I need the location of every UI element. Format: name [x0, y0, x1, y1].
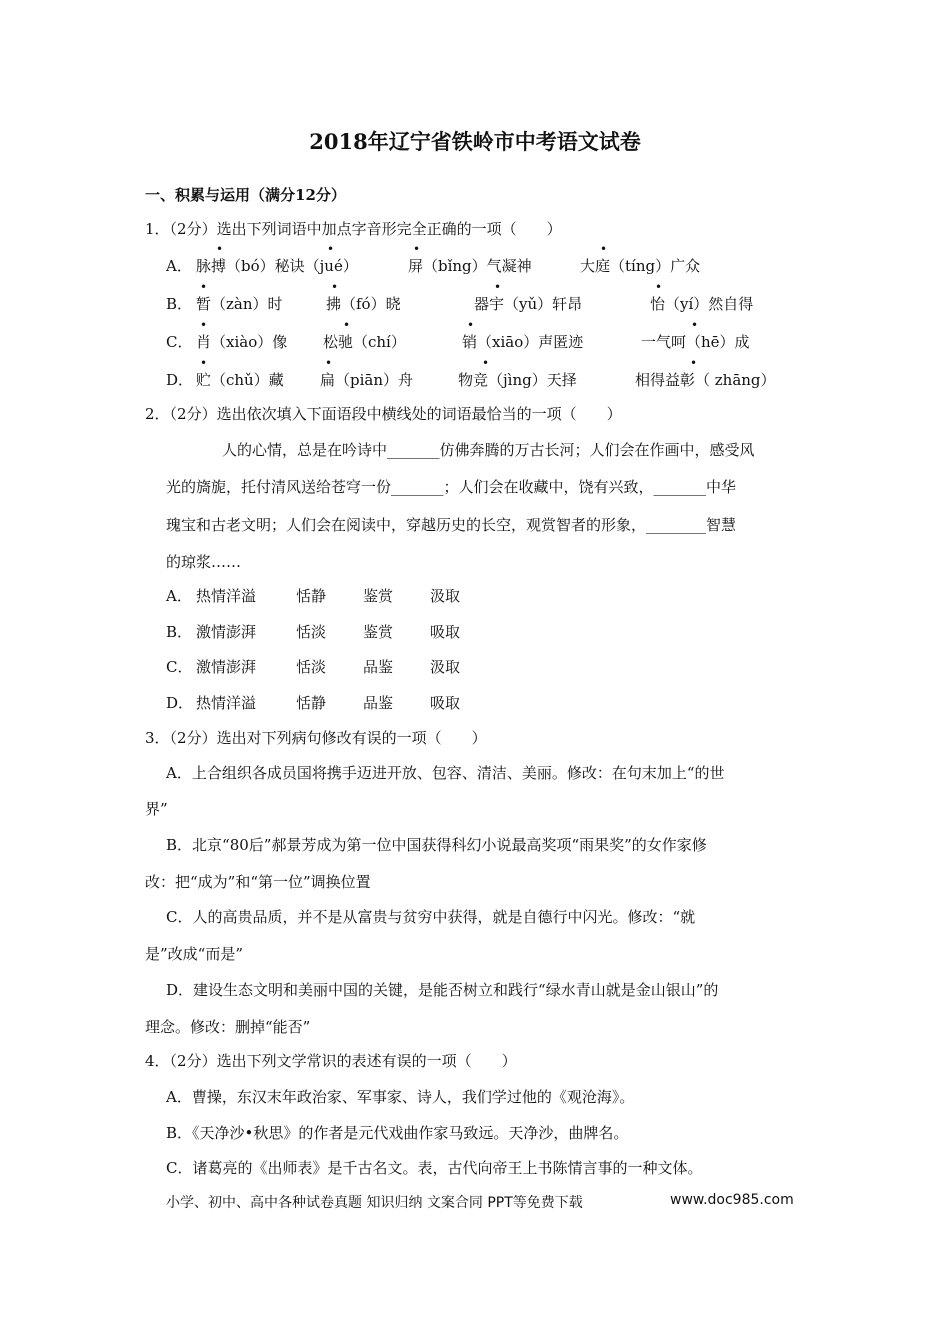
- emphasis-dot: •: [655, 280, 663, 294]
- option-label: A．: [166, 587, 192, 605]
- option-word: 恬静: [296, 694, 327, 712]
- option-item: 怡（yí）然自得: [650, 295, 754, 313]
- emphasis-dot: •: [494, 280, 502, 294]
- option-item: 贮（chǔ）藏: [196, 371, 284, 389]
- question-3-line: 界”: [145, 800, 168, 818]
- option-item: 拂（fó）晓: [326, 295, 401, 313]
- passage-line: 瑰宝和古老文明；人们会在阅读中，穿越历史的长空，观赏智者的形象，________智慧: [166, 516, 737, 534]
- question-3-line: A．上合组织各成员国将携手迈进开放、包容、清洁、美丽。修改：在句末加上“的世: [166, 764, 725, 782]
- option-word: 吸取: [430, 694, 461, 712]
- question-4-stem: 4．（2分）选出下列文学常识的表述有误的一项（ ）: [145, 1052, 517, 1070]
- emphasis-dot: •: [600, 242, 608, 256]
- footer-link[interactable]: www.doc985.com: [670, 1192, 794, 1208]
- passage-line: 人的心情，总是在吟诗中_______仿佛奔腾的万古长河；人们会在作画中，感受风: [222, 441, 755, 459]
- emphasis-dot: •: [482, 356, 490, 370]
- option-word: 汲取: [430, 587, 461, 605]
- option-label: C．: [166, 333, 193, 351]
- option-item: 相得益彰（ zhāng）: [635, 371, 776, 389]
- question-3-line: 是”改成“而是”: [145, 945, 244, 963]
- option-word: 激情澎湃: [196, 623, 257, 641]
- option-item: 屏（bǐng）气凝神: [408, 257, 532, 275]
- question-1-stem: 1．（2分）选出下列词语中加点字音形完全正确的一项（ ）: [145, 220, 562, 238]
- option-word: 恬淡: [296, 623, 327, 641]
- emphasis-dot: •: [413, 242, 421, 256]
- passage-line: 的琼浆……: [166, 553, 242, 571]
- option-item: 脉搏（bó）秘诀（jué）: [196, 257, 358, 275]
- question-4-line: B．《天净沙•秋思》的作者是元代戏曲作家马致远。天净沙，曲牌名。: [166, 1124, 629, 1142]
- emphasis-dot: •: [331, 280, 339, 294]
- option-item: 器宇（yǔ）轩昂: [474, 295, 583, 313]
- option-word: 恬静: [296, 587, 327, 605]
- emphasis-dot: •: [325, 356, 333, 370]
- option-label: C．: [166, 658, 193, 676]
- option-item: 销（xiāo）声匿迹: [462, 333, 584, 351]
- option-word: 激情澎湃: [196, 658, 257, 676]
- emphasis-dot: •: [327, 242, 335, 256]
- option-word: 热情洋溢: [196, 587, 257, 605]
- question-3-line: 改：把“成为”和“第一位”调换位置: [145, 873, 371, 891]
- option-item: 大庭（tíng）广众: [580, 257, 701, 275]
- emphasis-dot: •: [216, 242, 224, 256]
- question-3-line: C．人的高贵品质，并不是从富贵与贫穷中获得，就是自德行中闪光。修改：“就: [166, 908, 696, 926]
- option-item: 一气呵（hē）成: [641, 333, 750, 351]
- question-4-line: C．诸葛亮的《出师表》是千古名文。表，古代向帝王上书陈情言事的一种文体。: [166, 1159, 703, 1177]
- question-3-line: 理念。修改：删掉“能否”: [145, 1018, 311, 1036]
- emphasis-dot: •: [200, 356, 208, 370]
- emphasis-dot: •: [200, 318, 208, 332]
- option-label: D．: [166, 694, 194, 712]
- section-heading: 一、积累与运用（满分12分）: [145, 186, 346, 204]
- emphasis-dot: •: [343, 318, 351, 332]
- option-item: 暂（zàn）时: [196, 295, 283, 313]
- option-word: 品鉴: [363, 694, 394, 712]
- emphasis-dot: •: [691, 318, 699, 332]
- option-word: 鉴赏: [363, 587, 394, 605]
- option-word: 品鉴: [363, 658, 394, 676]
- emphasis-dot: •: [690, 356, 698, 370]
- option-word: 汲取: [430, 658, 461, 676]
- emphasis-dot: •: [467, 318, 475, 332]
- passage-line: 光的旖旎，托付清风送给苍穹一份_______；人们会在收藏中，饶有兴致，_______中华: [166, 478, 737, 496]
- question-3-line: D．建设生态文明和美丽中国的关键，是能否树立和践行“绿水青山就是金山银山”的: [166, 981, 719, 999]
- option-item: 扁（piān）舟: [320, 371, 414, 389]
- option-label: A．: [166, 257, 192, 275]
- question-3-stem: 3．（2分）选出对下列病句修改有误的一项（ ）: [145, 729, 487, 747]
- question-3-line: B．北京“80后”郝景芳成为第一位中国获得科幻小说最高奖项“雨果奖”的女作家修: [166, 836, 707, 854]
- option-word: 吸取: [430, 623, 461, 641]
- question-2-stem: 2．（2分）选出依次填入下面语段中横线处的词语最恰当的一项（ ）: [145, 405, 622, 423]
- option-item: 物竞（jìng）天择: [458, 371, 577, 389]
- footer-text: 小学、初中、高中各种试卷真题 知识归纳 文案合同 PPT等免费下载: [166, 1195, 583, 1211]
- option-label: B．: [166, 295, 193, 313]
- question-4-line: A．曹操，东汉末年政治家、军事家、诗人，我们学过他的《观沧海》。: [166, 1088, 635, 1106]
- option-label: D．: [166, 371, 194, 389]
- option-word: 恬淡: [296, 658, 327, 676]
- option-word: 热情洋溢: [196, 694, 257, 712]
- page-title: 2018年辽宁省铁岭市中考语文试卷: [309, 129, 641, 154]
- emphasis-dot: •: [200, 280, 208, 294]
- option-item: 松驰（chí）: [323, 333, 406, 351]
- option-word: 鉴赏: [363, 623, 394, 641]
- option-label: B．: [166, 623, 193, 641]
- option-item: 肖（xiào）像: [196, 333, 288, 351]
